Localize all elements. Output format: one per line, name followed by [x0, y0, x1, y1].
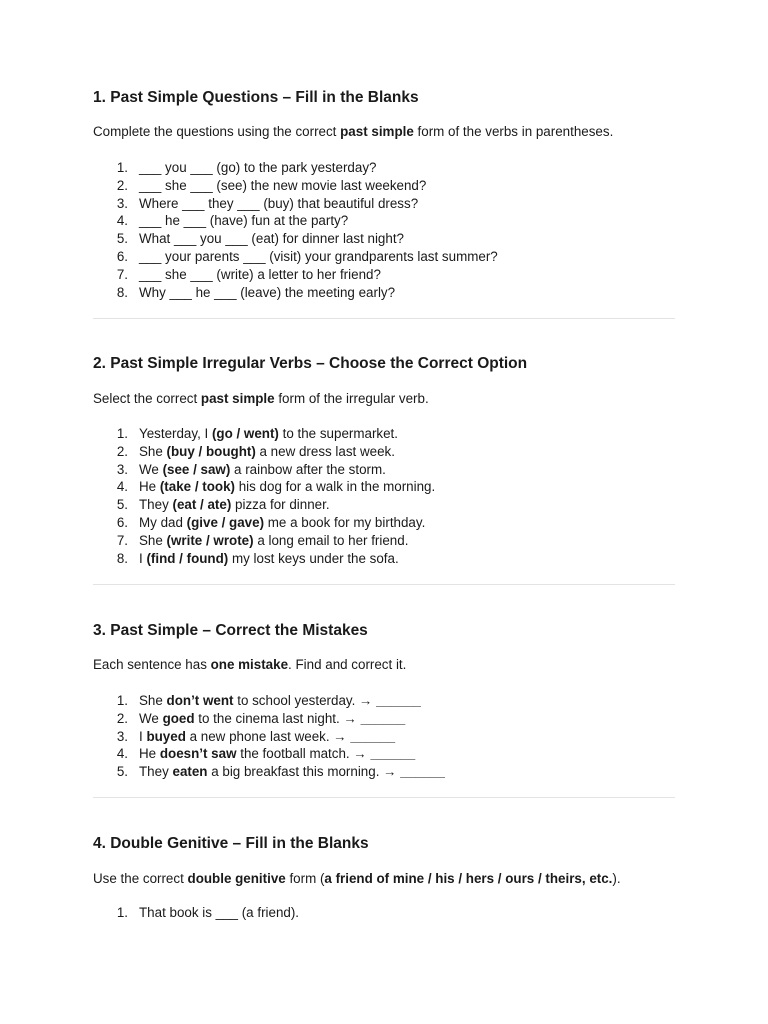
- emphasized-text: ______: [370, 746, 416, 762]
- emphasized-text: (give / gave): [186, 514, 265, 530]
- item-number: 4.: [116, 213, 128, 229]
- item-number: 2.: [116, 710, 128, 726]
- emphasized-text: (go / went): [211, 426, 279, 441]
- exercise-item: [93, 248, 498, 266]
- text-run: My dad: [139, 514, 187, 530]
- exercise-item: [93, 496, 435, 514]
- emphasized-text: eaten: [172, 764, 208, 780]
- section-instructions: [93, 390, 429, 408]
- exercise-item: [93, 745, 445, 763]
- emphasized-text: goed: [162, 710, 195, 726]
- item-number: 2.: [116, 443, 128, 459]
- section-divider: [93, 318, 675, 319]
- text-run: I: [139, 550, 147, 566]
- text-run: Yesterday, I: [139, 426, 212, 441]
- section-instructions: [93, 656, 406, 674]
- emphasized-text: (take / took): [159, 479, 235, 495]
- text-run: He: [139, 746, 160, 762]
- exercise-item: [93, 443, 435, 461]
- item-number: 6.: [116, 514, 128, 530]
- section-heading: 3. Past Simple – Correct the Mistakes: [93, 622, 368, 639]
- item-number: 8.: [116, 550, 128, 566]
- text-run: They: [139, 764, 173, 780]
- section-correct-mistakes: [93, 621, 675, 780]
- exercise-item: [93, 159, 498, 177]
- item-number: 5.: [116, 764, 128, 780]
- text-run: She: [139, 532, 167, 548]
- section-heading: 1. Past Simple Questions – Fill in the Blanks: [93, 89, 419, 106]
- item-number: 5.: [116, 231, 128, 247]
- text-run: pizza for dinner.: [231, 497, 330, 513]
- item-number: 1.: [116, 426, 128, 441]
- exercise-item: [93, 425, 435, 443]
- exercise-item: [93, 195, 498, 213]
- exercise-item: [93, 478, 435, 496]
- text-run: Each sentence has: [93, 657, 211, 672]
- text-run: me a book for my birthday.: [264, 514, 426, 530]
- text-run: She: [139, 693, 167, 708]
- emphasized-text: past simple: [340, 124, 414, 139]
- item-number: 3.: [116, 195, 128, 211]
- text-run: the football match. →: [236, 746, 371, 762]
- emphasized-text: (eat / ate): [172, 497, 232, 513]
- item-number: 1.: [116, 160, 128, 175]
- text-run: Select the correct: [93, 391, 201, 406]
- emphasized-text: (see / saw): [162, 461, 231, 477]
- text-run: He: [139, 479, 160, 495]
- text-run: ).: [612, 871, 621, 886]
- text-run: I: [139, 728, 147, 744]
- text-run: We: [139, 710, 163, 726]
- exercise-list: [93, 425, 435, 567]
- text-run: ___ your parents ___ (visit) your grandparents last summer?: [139, 248, 498, 264]
- exercise-item: [93, 692, 445, 710]
- exercise-item: [93, 763, 445, 781]
- item-number: 4.: [116, 479, 128, 495]
- exercise-item: [93, 904, 299, 922]
- text-run: She: [139, 443, 167, 459]
- exercise-item: [93, 177, 498, 195]
- emphasized-text: doesn’t saw: [159, 746, 237, 762]
- section-irregular-verbs: [93, 354, 675, 566]
- exercise-item: [93, 550, 435, 568]
- text-run: to school yesterday. →: [233, 693, 377, 708]
- item-number: 4.: [116, 746, 128, 762]
- text-run: Where ___ they ___ (buy) that beautiful dress?: [139, 195, 419, 211]
- text-run: his dog for a walk in the morning.: [235, 479, 436, 495]
- exercise-list: [93, 692, 445, 781]
- text-run: Why ___ he ___ (leave) the meeting early?: [139, 284, 396, 300]
- exercise-list: [93, 159, 498, 301]
- exercise-item: [93, 284, 498, 302]
- item-number: 5.: [116, 497, 128, 513]
- text-run: They: [139, 497, 173, 513]
- exercise-item: [93, 532, 435, 550]
- text-run: We: [139, 461, 163, 477]
- text-run: What ___ you ___ (eat) for dinner last night?: [139, 231, 404, 247]
- exercise-item: [93, 514, 435, 532]
- section-double-genitive: [93, 834, 675, 920]
- exercise-item: [93, 266, 498, 284]
- text-run: to the cinema last night. →: [194, 710, 361, 726]
- text-run: That book is ___ (a friend).: [139, 905, 300, 920]
- item-number: 7.: [116, 532, 128, 548]
- emphasized-text: double genitive: [187, 871, 286, 886]
- text-run: ___ she ___ (see) the new movie last weekend?: [139, 177, 427, 193]
- text-run: Complete the questions using the correct: [93, 124, 341, 139]
- text-run: a rainbow after the storm.: [230, 461, 386, 477]
- text-run: Use the correct: [93, 871, 188, 886]
- section-heading: 4. Double Genitive – Fill in the Blanks: [93, 835, 369, 852]
- emphasized-text: ______: [350, 728, 396, 744]
- emphasized-text: buyed: [146, 728, 186, 744]
- section-divider: [93, 584, 675, 585]
- exercise-item: [93, 461, 435, 479]
- text-run: a new dress last week.: [255, 443, 395, 459]
- emphasized-text: don’t went: [166, 693, 234, 708]
- text-run: ___ you ___ (go) to the park yesterday?: [139, 160, 377, 175]
- emphasized-text: (write / wrote): [166, 532, 254, 548]
- item-number: 3.: [116, 728, 128, 744]
- emphasized-text: (buy / bought): [166, 443, 256, 459]
- text-run: form of the verbs in parentheses.: [413, 124, 614, 139]
- text-run: to the supermarket.: [278, 426, 398, 441]
- emphasized-text: one mistake: [210, 657, 289, 672]
- exercise-item: [93, 728, 445, 746]
- section-instructions: [93, 870, 621, 888]
- item-number: 3.: [116, 461, 128, 477]
- emphasized-text: ______: [360, 710, 406, 726]
- text-run: a big breakfast this morning. →: [207, 764, 401, 780]
- text-run: a new phone last week. →: [185, 728, 351, 744]
- exercise-item: [93, 212, 498, 230]
- item-number: 2.: [116, 177, 128, 193]
- emphasized-text: ______: [376, 693, 421, 708]
- section-divider: [93, 797, 675, 798]
- item-number: 7.: [116, 266, 128, 282]
- item-number: 1.: [116, 905, 128, 920]
- text-run: ___ he ___ (have) fun at the party?: [139, 213, 349, 229]
- text-run: form of the irregular verb.: [274, 391, 429, 406]
- exercise-list: [93, 904, 299, 922]
- item-number: 6.: [116, 248, 128, 264]
- exercise-item: [93, 710, 445, 728]
- text-run: ___ she ___ (write) a letter to her friend?: [139, 266, 381, 282]
- item-number: 8.: [116, 284, 128, 300]
- emphasized-text: a friend of mine / his / hers / ours / theirs, etc.: [324, 871, 613, 886]
- text-run: form (: [285, 871, 325, 886]
- section-heading: 2. Past Simple Irregular Verbs – Choose the Correct Option: [93, 355, 528, 372]
- section-past-simple-questions: [93, 88, 675, 300]
- section-instructions: [93, 123, 613, 141]
- text-run: my lost keys under the sofa.: [228, 550, 399, 566]
- emphasized-text: (find / found): [146, 550, 229, 566]
- exercise-item: [93, 230, 498, 248]
- text-run: . Find and correct it.: [288, 657, 407, 672]
- emphasized-text: ______: [400, 764, 445, 780]
- text-run: a long email to her friend.: [253, 532, 409, 548]
- emphasized-text: past simple: [200, 391, 275, 406]
- item-number: 1.: [116, 693, 128, 708]
